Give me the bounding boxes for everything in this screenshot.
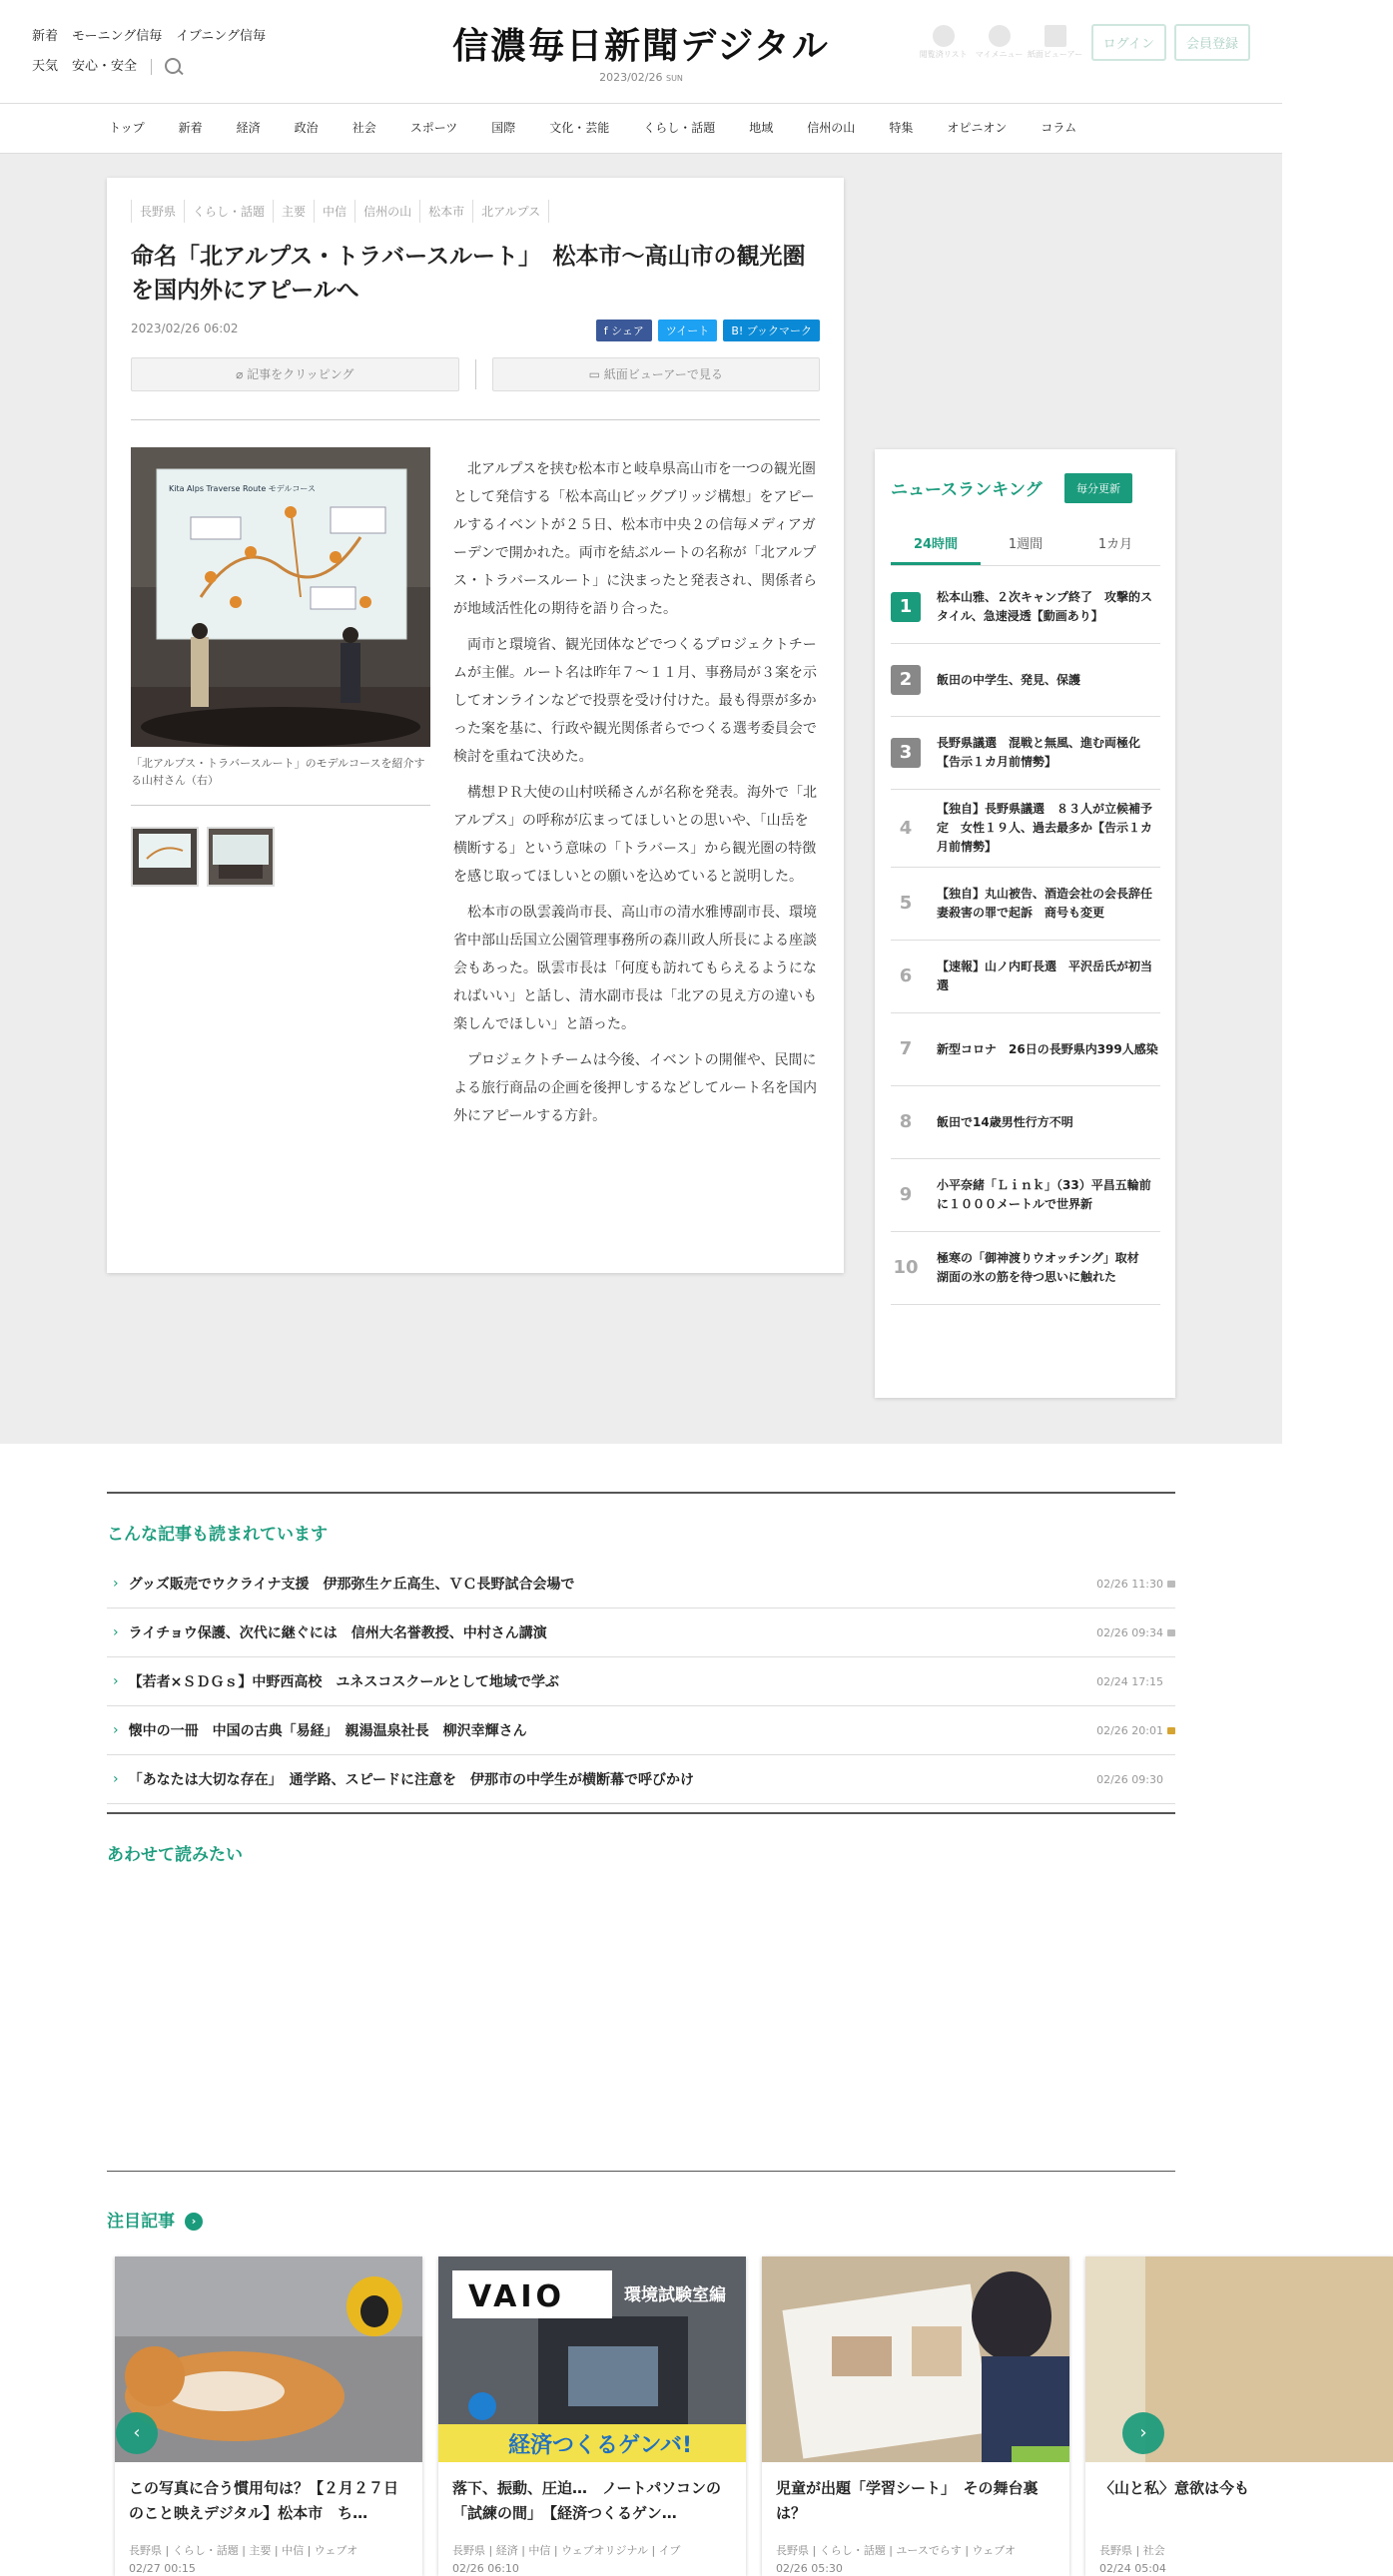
card-tags: 長野県 | くらし・話題 | ユースでらす | ウェブオ bbox=[776, 2544, 1016, 2557]
card-title: 児童が出題「学習シート」 その舞台裏は？ bbox=[776, 2479, 1039, 2522]
book-icon: ▭ bbox=[588, 367, 604, 381]
ranking-title: 【独自】長野県議選 ８３人が立候補予定 女性１９人、過去最多か【告示１カ月前情勢】 bbox=[937, 802, 1153, 854]
header-date: 2023/02/26 SUN bbox=[599, 71, 683, 84]
news-ranking bbox=[875, 449, 1175, 1398]
article-photo[interactable] bbox=[131, 447, 430, 747]
nav-item[interactable]: トップ bbox=[109, 121, 145, 135]
chevron-right-icon: › bbox=[113, 1624, 119, 1640]
card-image bbox=[115, 2256, 422, 2462]
chevron-right-icon: › bbox=[185, 2213, 203, 2231]
paperclip-icon: ⌀ bbox=[236, 367, 248, 381]
update-badge: 毎分更新 bbox=[1064, 473, 1132, 503]
nav-item[interactable]: コラム bbox=[1041, 121, 1077, 135]
nav-item[interactable]: 社会 bbox=[351, 121, 376, 135]
nav-item[interactable]: スポーツ bbox=[409, 121, 458, 135]
ranking-item[interactable] bbox=[891, 790, 1160, 868]
svg-text:Kita Alps Traverse Route モデルコー: Kita Alps Traverse Route モデルコース bbox=[169, 484, 316, 493]
article-tag[interactable]: 長野県 bbox=[131, 200, 185, 223]
card-title: 〈山と私〉意欲は今も bbox=[1099, 2479, 1250, 2497]
ranking-title: 飯田の中学生、発見、保護 bbox=[937, 672, 1081, 687]
rank-number: 7 bbox=[899, 1038, 913, 1059]
photo-thumbnail[interactable] bbox=[131, 827, 199, 887]
article-tags bbox=[131, 200, 548, 223]
article-paragraph: 北アルプスを挟む松本市と岐阜県高山市を一つの観光圏として発信する「松本高山ビッグブリッジ構想」をアピールするイベントが２５日、松本市中央２の信毎メディアガーデンで開かれた。両市を結ぶルートの名称が「北アルプス・トラバースルート」に決まったと発表され、関係者らが地域活性化の期待を語り合った。 bbox=[453, 461, 818, 617]
lock-icon bbox=[1167, 1581, 1175, 1588]
divider bbox=[107, 1492, 1175, 1494]
nav-item[interactable]: 信州の山 bbox=[807, 121, 856, 135]
lock-icon bbox=[1167, 1727, 1175, 1734]
rank-number: 9 bbox=[899, 1184, 913, 1205]
ranking-title: 【速報】山ノ内町長選 平沢岳氏が初当選 bbox=[937, 960, 1153, 992]
article-title: 命名「北アルプス・トラバースルート」 松本市～高山市の観光圏を国内外にアピールへ bbox=[131, 244, 806, 304]
nav-item[interactable]: オピニオン bbox=[947, 121, 1008, 135]
related-title: グッズ販売でウクライナ支援 伊那弥生ケ丘高生、ＶＣ長野試合会場で bbox=[128, 1577, 575, 1593]
article-actions bbox=[131, 357, 820, 391]
chevron-left-icon: ‹ bbox=[133, 2422, 141, 2443]
featured-card[interactable] bbox=[115, 2256, 422, 2576]
logo-text: 信濃毎日新聞デジタル bbox=[452, 25, 830, 67]
paper-viewer-button[interactable]: ▭ 紙面ビューアーで見る bbox=[492, 357, 821, 391]
clip-article-button[interactable]: ⌀ 記事をクリッピング bbox=[131, 357, 459, 391]
rank-number: 10 bbox=[893, 1257, 919, 1278]
card-date: 02/27 00:15 bbox=[129, 2562, 196, 2575]
svg-text:経済つくるゲンバ!: 経済つくるゲンバ! bbox=[508, 2433, 693, 2458]
photo-thumbnail[interactable] bbox=[207, 827, 275, 887]
chevron-right-icon: › bbox=[113, 1576, 119, 1592]
ranking-item[interactable] bbox=[891, 644, 1160, 717]
main-nav bbox=[0, 104, 1282, 154]
article-tag[interactable]: 主要 bbox=[273, 200, 315, 223]
card-image bbox=[438, 2256, 746, 2462]
ranking-item[interactable] bbox=[891, 571, 1160, 644]
divider bbox=[107, 1812, 1175, 1814]
related-list bbox=[107, 1560, 1175, 1804]
related-heading: こんな記事も読まれています bbox=[107, 1525, 328, 1545]
related-date: 02/26 11:30 bbox=[1096, 1577, 1163, 1591]
nav-item[interactable]: 政治 bbox=[294, 121, 319, 135]
rank-number: 3 bbox=[891, 738, 921, 768]
related-date: 02/26 20:01 bbox=[1096, 1723, 1163, 1737]
ranking-item[interactable] bbox=[891, 1232, 1160, 1305]
site-header bbox=[0, 0, 1282, 104]
photo-thumbnails bbox=[131, 827, 283, 887]
article-tag[interactable]: 信州の山 bbox=[354, 200, 420, 223]
ranking-list bbox=[891, 571, 1165, 1305]
featured-heading[interactable]: 注目記事 › bbox=[107, 2207, 203, 2232]
related-title: 【若者×ＳＤＧｓ】中野西高校 ユネスコスクールとして地域で学ぶ bbox=[128, 1674, 560, 1690]
ranking-item[interactable] bbox=[891, 1159, 1160, 1232]
tab-1week[interactable]: 1週間 bbox=[1008, 537, 1044, 552]
ranking-title: 飯田で14歳男性行方不明 bbox=[937, 1114, 1073, 1129]
hatena-bookmark-button[interactable]: B! ブックマーク bbox=[723, 320, 820, 341]
card-date: 02/26 06:10 bbox=[452, 2562, 519, 2575]
article-paragraph: 両市と環境省、観光団体などでつくるプロジェクトチームが主催。ルート名は昨年７～１１月、事務局が３案を示してオンラインなどで投票を受け付けた。最も得票が多かった案を基に、行政や観光関係者らでつくる選考委員会で検討を重ねて決めた。 bbox=[453, 637, 817, 765]
related-date: 02/26 09:30 bbox=[1096, 1772, 1163, 1786]
tab-1month[interactable]: 1カ月 bbox=[1097, 537, 1133, 552]
article-paragraph: 松本市の臥雲義尚市長、高山市の清水雅博副市長、環境省中部山岳国立公園管理事務所の森川政人所長による座談会もあった。臥雲市長は「何度も訪れてもらえるようになればいい」と話し、清水副市長は「北アの見え方の違いも楽しんでほしい」と語った。 bbox=[453, 905, 817, 1032]
share-buttons bbox=[590, 320, 820, 341]
link-safety[interactable]: 安心・安全 bbox=[72, 59, 138, 74]
article-tag[interactable]: 松本市 bbox=[419, 200, 473, 223]
nav-item[interactable]: 新着 bbox=[178, 121, 203, 135]
ranking-title: 長野県議選 混戦と無風、進む両極化【告示１カ月前情勢】 bbox=[937, 736, 1141, 769]
featured-carousel bbox=[115, 2256, 1250, 2575]
card-tags: 長野県 | 経済 | 中信 | ウェブオリジナル | イブ bbox=[452, 2544, 681, 2557]
divider bbox=[131, 419, 820, 420]
header-account-area bbox=[916, 24, 1250, 61]
article-tag[interactable]: 中信 bbox=[314, 200, 355, 223]
rank-number: 8 bbox=[899, 1111, 913, 1132]
nav-item[interactable]: 地域 bbox=[749, 121, 774, 135]
ranking-title: 極寒の「御神渡りウオッチング」取材 湖面の氷の筋を待つ思いに触れた bbox=[937, 1251, 1151, 1284]
nav-item[interactable]: 文化・芸能 bbox=[549, 121, 610, 135]
article-card bbox=[107, 178, 844, 1273]
paper-viewer-icon[interactable]: 紙面ビューアー bbox=[1028, 25, 1083, 60]
publish-date: 2023/02/26 06:02 bbox=[131, 322, 239, 335]
chevron-right-icon: › bbox=[1139, 2422, 1147, 2443]
login-button[interactable]: ログイン bbox=[1091, 24, 1166, 61]
rank-number: 4 bbox=[899, 817, 913, 839]
ranking-item[interactable] bbox=[891, 717, 1160, 790]
article-tag[interactable]: 北アルプス bbox=[472, 200, 549, 223]
related-item[interactable] bbox=[107, 1609, 1175, 1657]
article-paragraph: 構想ＰＲ大使の山村咲稀さんが名称を発表。海外で「北アルプス」の呼称が広まってほしいとの思いや、「山岳を横断する」という意味の「トラバース」から観光圏の特徴を感じ取ってほしいとの願いを込めていると説明した。 bbox=[453, 785, 817, 885]
carousel-prev-button[interactable] bbox=[116, 2412, 158, 2454]
ranking-item[interactable] bbox=[891, 1086, 1160, 1159]
photo-caption: 「北アルプス・トラバースルート」のモデルコースを紹介する山村さん（右） bbox=[131, 757, 425, 787]
link-morning[interactable]: モーニング信毎 bbox=[72, 29, 163, 44]
ranking-item[interactable] bbox=[891, 868, 1165, 941]
my-menu-icon[interactable]: 閲覧済リスト bbox=[916, 25, 972, 60]
ranking-item[interactable] bbox=[891, 941, 1160, 1013]
link-latest[interactable]: 新着 bbox=[32, 29, 59, 44]
rank-number: 1 bbox=[891, 592, 921, 622]
related-date: 02/24 17:15 bbox=[1096, 1674, 1163, 1688]
recommend-heading: あわせて読みたい bbox=[107, 1845, 243, 1865]
rank-number: 6 bbox=[899, 966, 913, 986]
nav-item[interactable]: 特集 bbox=[889, 121, 914, 135]
card-title: この写真に合う慣用句は？【２月２７日のこと映えデジタル】松本市 ち… bbox=[129, 2479, 399, 2522]
link-evening[interactable]: イブニング信毎 bbox=[176, 29, 266, 44]
divider bbox=[475, 359, 476, 389]
facebook-share-button[interactable]: f シェア bbox=[596, 320, 652, 341]
nav-item[interactable]: くらし・話題 bbox=[643, 121, 716, 135]
ranking-title: 新型コロナ 26日の長野県内399人感染 bbox=[937, 1041, 1158, 1056]
related-title: ライチョウ保護、次代に継ぐには 信州大名誉教授、中村さん講演 bbox=[128, 1625, 547, 1641]
card-tags: 長野県 | 社会 bbox=[1099, 2544, 1165, 2557]
card-image bbox=[762, 2256, 1069, 2462]
chevron-right-icon: › bbox=[113, 1722, 119, 1738]
ranking-tabs bbox=[891, 533, 1160, 566]
svg-text:VAIO: VAIO bbox=[468, 2279, 566, 2314]
lock-icon bbox=[1167, 1629, 1175, 1636]
card-date: 02/24 05:04 bbox=[1099, 2562, 1166, 2575]
svg-text:環境試験室編: 環境試験室編 bbox=[624, 2285, 726, 2305]
ranking-title: 小平奈緒「Ｌｉｎｋ」（33）平昌五輪前に１０００メートルで世界新 bbox=[937, 1178, 1151, 1211]
nav-item[interactable]: 経済 bbox=[236, 121, 261, 135]
ranking-item[interactable] bbox=[891, 1013, 1160, 1086]
featured-card[interactable] bbox=[438, 2256, 746, 2576]
nav-item[interactable]: 国際 bbox=[491, 121, 516, 135]
user-icon[interactable]: マイメニュー bbox=[972, 25, 1028, 60]
related-item[interactable] bbox=[107, 1657, 1175, 1706]
article-tag[interactable]: くらし・話題 bbox=[184, 200, 274, 223]
ranking-title: 松本山雅、２次キャンプ終了 攻撃的スタイル、急速浸透【動画あり】 bbox=[937, 590, 1153, 623]
carousel-next-button[interactable] bbox=[1122, 2412, 1164, 2454]
divider bbox=[131, 805, 430, 806]
related-date: 02/26 09:34 bbox=[1096, 1625, 1163, 1639]
divider bbox=[107, 2171, 1175, 2172]
related-item[interactable] bbox=[107, 1755, 1175, 1804]
link-weather[interactable]: 天気 bbox=[32, 59, 59, 74]
related-item[interactable] bbox=[107, 1560, 1175, 1609]
rank-number: 2 bbox=[891, 665, 921, 695]
ranking-title: 【独自】丸山被告、酒造会社の会長辞任 妻殺害の罪で起訴 商号も変更 bbox=[937, 887, 1165, 920]
article-paragraph: プロジェクトチームは今後、イベントの開催や、民間による旅行商品の企画を後押しするなどしてルート名を国内外にアピールする方針。 bbox=[453, 1052, 817, 1124]
chevron-right-icon: › bbox=[113, 1771, 119, 1787]
card-title: 落下、振動、圧迫… ノートパソコンの「試練の間」 【経済つくるゲン… bbox=[452, 2479, 721, 2522]
tweet-button[interactable]: ツイート bbox=[658, 320, 717, 341]
ranking-heading: ニュースランキング bbox=[891, 480, 1043, 500]
featured-card[interactable] bbox=[762, 2256, 1069, 2576]
related-title: 「あなたは大切な存在」 通学路、スピードに注意を 伊那市の中学生が横断幕で呼びかけ bbox=[128, 1772, 695, 1788]
related-item[interactable] bbox=[107, 1706, 1175, 1755]
chevron-right-icon: › bbox=[113, 1673, 119, 1689]
card-tags: 長野県 | くらし・話題 | 主要 | 中信 | ウェブオ bbox=[129, 2544, 358, 2557]
register-button[interactable]: 会員登録 bbox=[1174, 24, 1250, 61]
card-date: 02/26 05:30 bbox=[776, 2562, 843, 2575]
tab-24h[interactable]: 24時間 bbox=[891, 533, 981, 565]
rank-number: 5 bbox=[899, 893, 913, 914]
related-title: 懐中の一冊 中国の古典「易経」 親湯温泉社長 柳沢幸輝さん bbox=[128, 1723, 527, 1739]
